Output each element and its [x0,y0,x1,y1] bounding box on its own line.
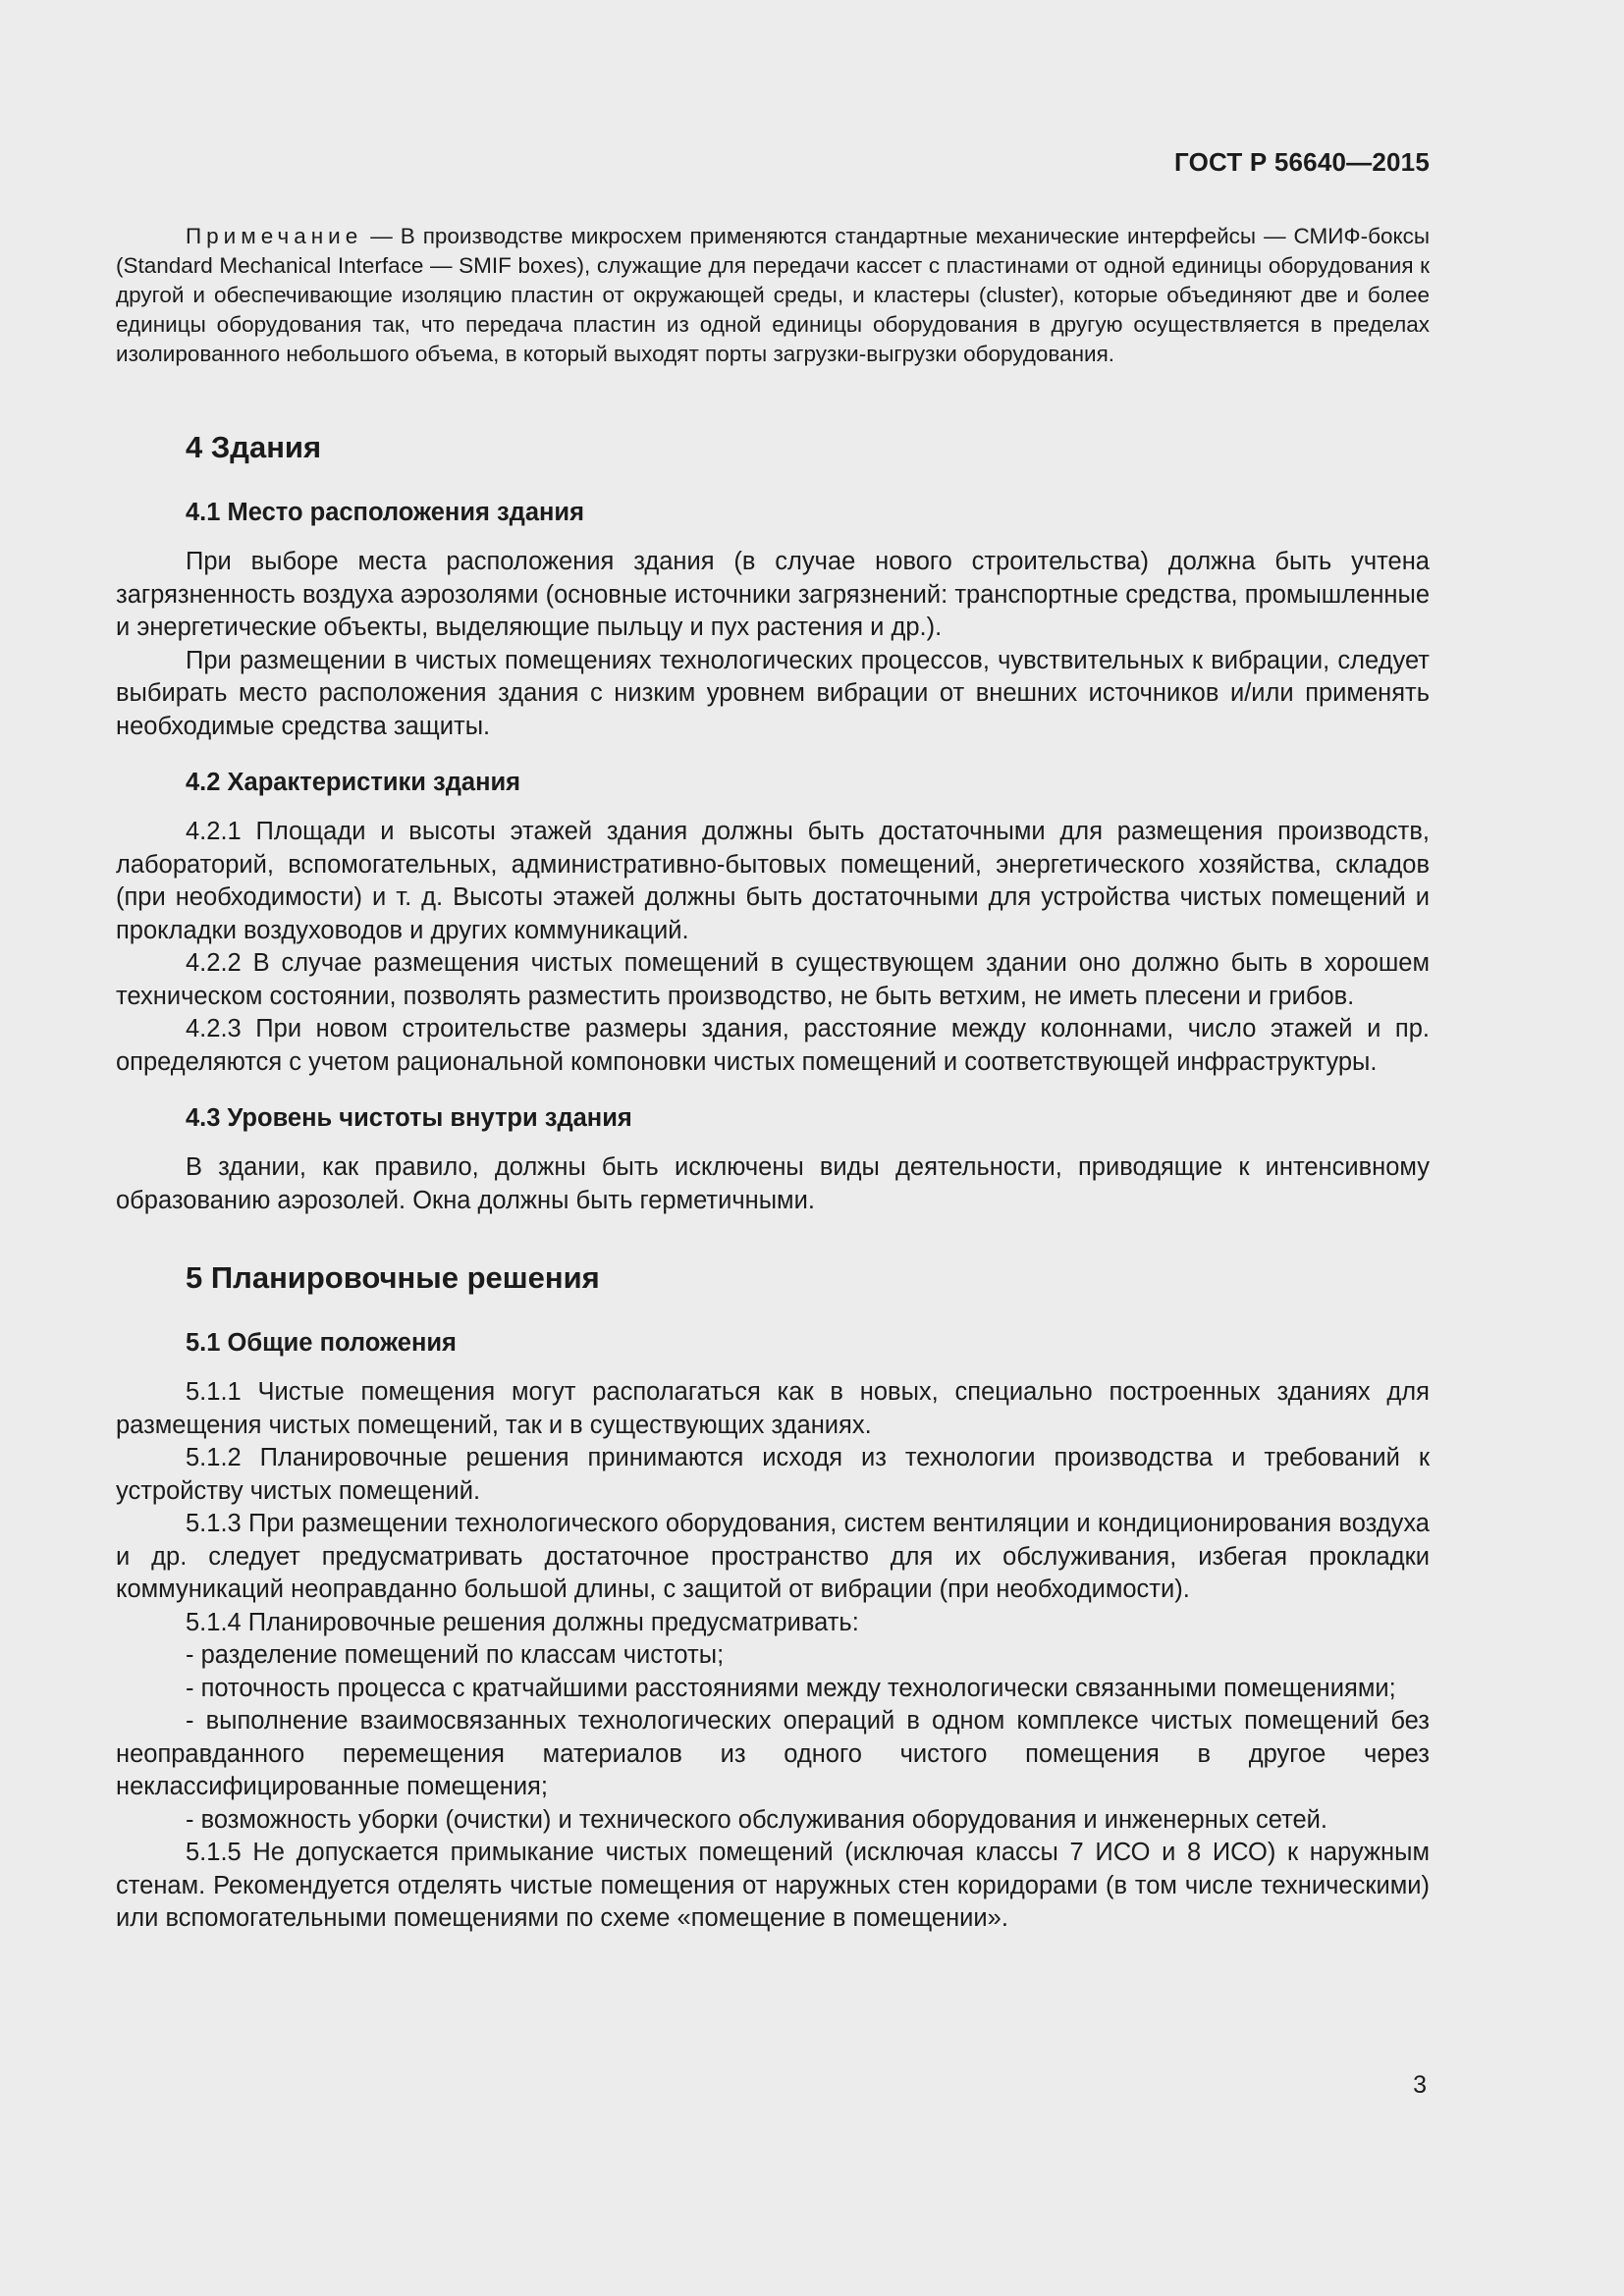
list-item: - выполнение взаимосвязанных технологических операций в одном комплексе чистых помещений без неоправданного перемещения материалов из одного чистого помещения в другое через неклассифицированные помещения; [116,1707,1430,1800]
subsection-4-3-heading: 4.3 Уровень чистоты внутри здания [186,1104,632,1132]
paragraph-5-1-2: 5.1.2 Планировочные решения принимаются исходя из технологии производства и требований к устройству чистых помещений. [116,1444,1430,1505]
document-code: ГОСТ Р 56640—2015 [1174,147,1430,177]
list-item: - возможность уборки (очистки) и технического обслуживания оборудования и инженерных сетей. [186,1805,1327,1834]
paragraph-5-1-5: 5.1.5 Не допускается примыкание чистых помещений (исключая классы 7 ИСО и 8 ИСО) к наружным стенам. Рекомендуется отделять чистые помещения от наружных стен коридорами (в том числе техническими) или вспомогательными помещениями по схеме «помещение в помещении». [116,1839,1430,1932]
paragraph-4-1-2: При размещении в чистых помещениях технологических процессов, чувствительных к вибрации, следует выбирать место расположения здания с низким уровнем вибрации от внешних источников и/или применять необходимые средства защиты. [116,646,1430,740]
paragraph-4-3-1: В здании, как правило, должны быть исключены виды деятельности, приводящие к интенсивному образованию аэрозолей. Окна должны быть герметичными. [116,1153,1430,1214]
page-content [116,222,1430,1936]
paragraph-4-1-1: При выборе места расположения здания (в случае нового строительства) должна быть учтена загрязненность воздуха аэрозолями (основные источники загрязнений: транспортные средства, промышленные и энергетические объекты, выделяющие пыльцу и пух растения и др.). [116,548,1430,641]
subsection-5-1-heading: 5.1 Общие положения [186,1329,457,1357]
note-label: Примечание [186,224,363,248]
section-4-heading: 4 Здания [186,430,322,464]
note-paragraph [116,222,1430,369]
paragraph-4-2-2: 4.2.2 В случае размещения чистых помещений в существующем здании оно должно быть в хорошем техническом состоянии, позволять разместить производство, не быть ветхим, не иметь плесени и грибов. [116,949,1430,1010]
note-text: — В производстве микросхем применяются стандартные механические интерфейсы — СМИФ-боксы (Standard Mechanical Interface — SMIF boxes), служащие для передачи кассет с пластинами от одной единицы оборудования к другой и обеспечивающие изоляцию пластин от окружающей среды, и кластеры (cluster), которые объединяют две и более единицы оборудования так, что передача пластин из одной единицы оборудования в другую осуществляется в пределах изолированного небольшого объема, в который выходят порты загрузки-выгрузки оборудования. [116,224,1430,366]
page-number: 3 [1413,2071,1427,2099]
section-5-heading: 5 Планировочные решения [186,1260,600,1295]
paragraph-5-1-1: 5.1.1 Чистые помещения могут располагаться как в новых, специально построенных зданиях для размещения чистых помещений, так и в существующих зданиях. [116,1378,1430,1439]
subsection-4-2-heading: 4.2 Характеристики здания [186,769,521,796]
subsection-4-1-heading: 4.1 Место расположения здания [186,499,584,526]
list-item: - разделение помещений по классам чистоты; [186,1641,725,1669]
paragraph-5-1-4: 5.1.4 Планировочные решения должны предусматривать: [186,1608,859,1636]
paragraph-5-1-3: 5.1.3 При размещении технологического оборудования, систем вентиляции и кондиционирования воздуха и др. следует предусматривать достаточное пространство для их обслуживания, избегая прокладки коммуникаций неоправданно большой длины, с защитой от вибрации (при необходимости). [116,1510,1430,1603]
paragraph-4-2-1: 4.2.1 Площади и высоты этажей здания должны быть достаточными для размещения производств, лабораторий, вспомогательных, административно-бытовых помещений, энергетического хозяйства, складов (при необходимости) и т. д. Высоты этажей должны быть достаточными для устройства чистых помещений и прокладки воздуховодов и других коммуникаций. [116,818,1430,944]
paragraph-4-2-3: 4.2.3 При новом строительстве размеры здания, расстояние между колоннами, число этажей и пр. определяются с учетом рациональной компоновки чистых помещений и соответствующей инфраструктуры. [116,1015,1430,1076]
list-item: - поточность процесса с кратчайшими расстояниями между технологически связанными помещениями; [186,1674,1396,1702]
